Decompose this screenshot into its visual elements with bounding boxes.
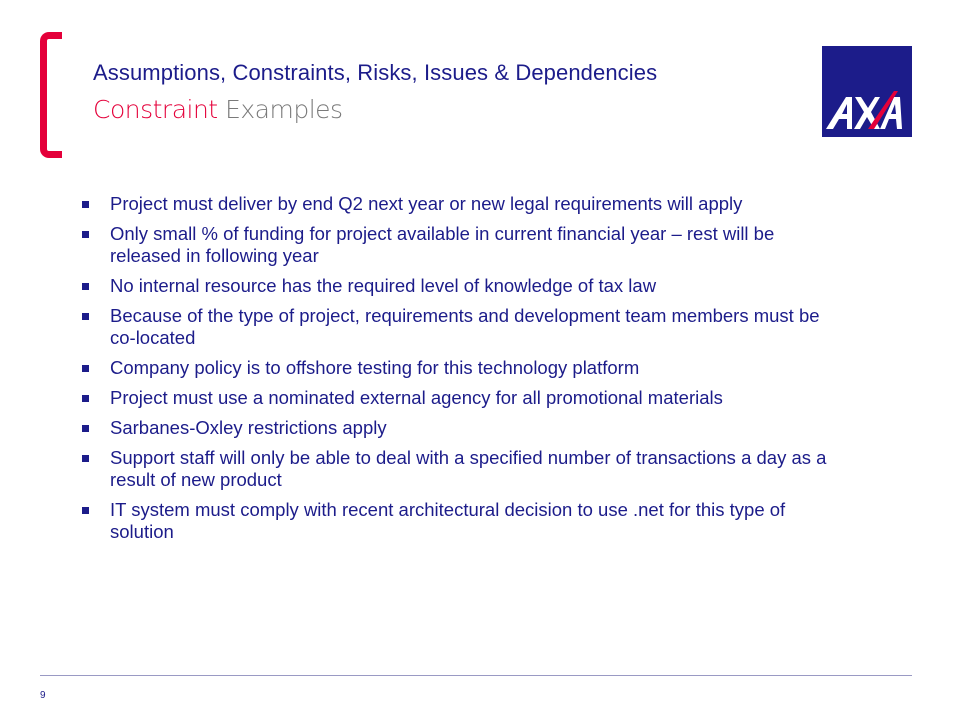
bullet-square-icon <box>82 313 89 320</box>
subtitle-highlight: Constraint <box>93 95 218 124</box>
bullet-square-icon <box>82 425 89 432</box>
list-item <box>80 447 850 491</box>
bullet-square-icon <box>82 507 89 514</box>
bullet-text: Support staff will only be able to deal with a specified number of transactions a day as a result of new product <box>110 447 827 490</box>
bullet-text: Because of the type of project, requirements and development team members must be co-located <box>110 305 820 348</box>
footer-divider <box>40 675 912 676</box>
bullet-text: Project must deliver by end Q2 next year or new legal requirements will apply <box>110 193 743 214</box>
list-item <box>80 417 850 439</box>
list-item <box>80 387 850 409</box>
axa-logo-icon <box>822 46 912 137</box>
red-bracket-decoration <box>40 32 62 158</box>
bullet-square-icon <box>82 455 89 462</box>
bullet-square-icon <box>82 231 89 238</box>
bullet-text: IT system must comply with recent architectural decision to use .net for this type of solution <box>110 499 786 542</box>
bullet-text: Only small % of funding for project available in current financial year – rest will be released in following year <box>110 223 775 266</box>
bullet-text: No internal resource has the required level of knowledge of tax law <box>110 275 657 296</box>
subtitle-rest: Examples <box>217 95 343 124</box>
bullet-square-icon <box>82 283 89 290</box>
bullet-text: Project must use a nominated external agency for all promotional materials <box>110 387 723 408</box>
slide-title: Assumptions, Constraints, Risks, Issues & Dependencies <box>93 60 658 85</box>
list-item <box>80 193 850 215</box>
list-item <box>80 223 850 267</box>
slide-subtitle <box>93 95 343 124</box>
bullet-text: Company policy is to offshore testing for this technology platform <box>110 357 640 378</box>
bullet-list <box>80 193 850 551</box>
list-item <box>80 305 850 349</box>
bullet-square-icon <box>82 365 89 372</box>
list-item <box>80 275 850 297</box>
bullet-square-icon <box>82 395 89 402</box>
list-item <box>80 499 850 543</box>
list-item <box>80 357 850 379</box>
bullet-square-icon <box>82 201 89 208</box>
bullet-text: Sarbanes-Oxley restrictions apply <box>110 417 387 438</box>
page-number: 9 <box>40 690 46 701</box>
